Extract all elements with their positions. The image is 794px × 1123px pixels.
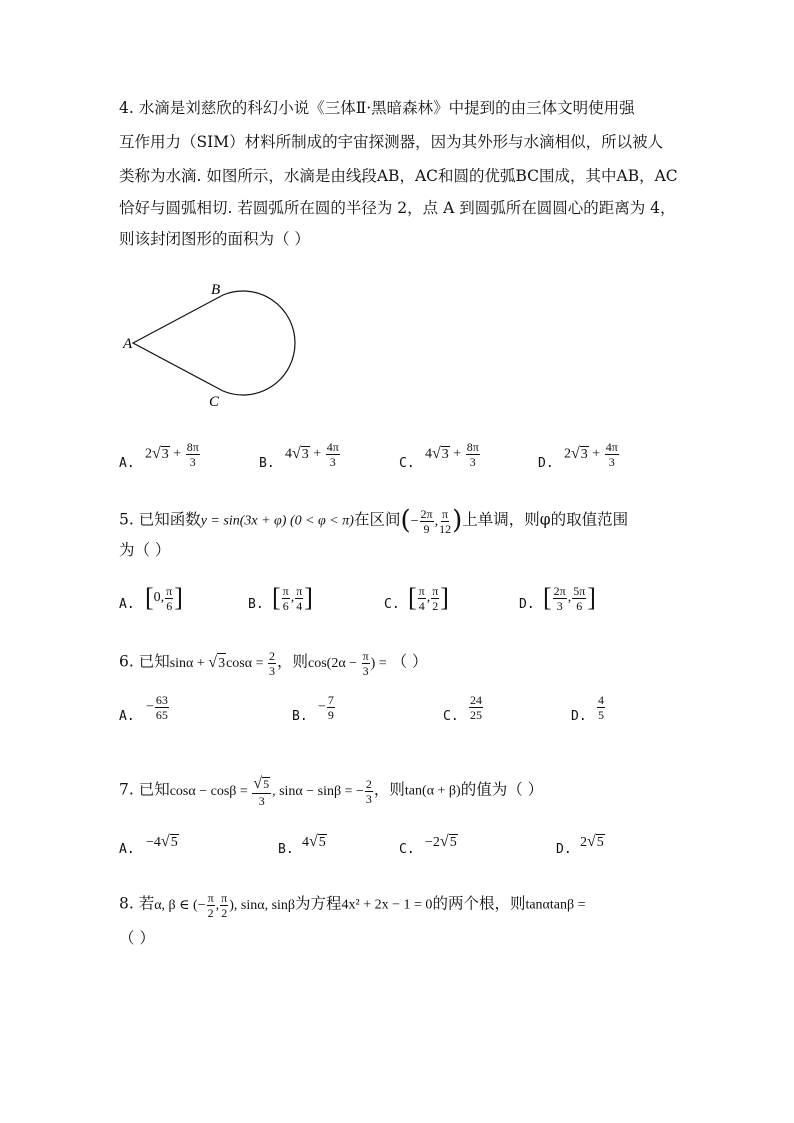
q4-option-b-expr[interactable]: 4√3 + $\frac{4\pi}{3}$ <box>285 440 339 469</box>
q4-line-2: 互作用力（SIM）材料所制成的宇宙探测器，因为其外形与水滴相似，所以被人 <box>119 133 664 151</box>
water-drop-outline <box>133 291 295 395</box>
q7-option-a-letter[interactable]: A. <box>119 842 135 857</box>
q6-option-b-expr[interactable]: − $\frac{7}{9}$ <box>318 693 334 722</box>
q7-condition-2: sinα − sinβ = − $\frac{2}{3}$ <box>279 777 372 806</box>
q7-condition-1: cosα − cosβ = $\frac{√5}{3}$ , <box>169 775 280 808</box>
q6-option-b-letter[interactable]: B. <box>292 709 308 724</box>
q7-option-d-expr[interactable]: 2√5 <box>580 833 604 850</box>
q5-option-c-expr[interactable]: [ $\frac{\pi}{4}$ , $\frac{\pi}{2}$ ] <box>408 583 449 613</box>
q6-line-1: 6. 已知sinα + √3cosα = $\frac{2}{3}$ ，则cos(2α − $\frac{\pi}{3}$ ) = （ ） <box>119 649 428 678</box>
q5-option-a-expr[interactable]: [0, $\frac{\pi}{6}$ ] <box>145 583 183 613</box>
q6-option-a-expr[interactable]: − $\frac{63}{65}$ <box>146 693 168 722</box>
q6-option-a-letter[interactable]: A. <box>119 709 135 724</box>
q7-line-1: 7. 已知cosα − cosβ = $\frac{√5}{3}$ , sinα − sinβ = − $\frac{2}{3}$ ，则tan(α + β)的值为（ ） <box>119 775 544 808</box>
q4-line-4: 恰好与圆弧相切. 若圆弧所在圆的半径为 2，点 A 到圆弧所在圆圆心的距离为 4， <box>119 199 676 217</box>
q8-line-1: 8. 若α, β ∈ (− $\frac{\pi}{2}$ , $\frac{\pi}{2}$ ), sinα, sinβ为方程4x² + 2x − 1 = 0的两个根，则tanαtanβ = <box>119 891 586 920</box>
q7-expression: tan(α + β) <box>404 783 461 799</box>
q7-option-c-letter[interactable]: C. <box>399 842 415 857</box>
q6-option-d-expr[interactable]: $\frac{4}{5}$ <box>598 693 604 722</box>
q7-option-b-letter[interactable]: B. <box>278 842 294 857</box>
point-a-label: A <box>123 336 133 352</box>
q5-line-2: 为（ ） <box>119 541 171 559</box>
q5-option-d-expr[interactable]: [ $\frac{2\pi}{3}$ , $\frac{5\pi}{6}$ ] <box>543 583 596 613</box>
q4-option-a-expr[interactable]: 2√3 + $\frac{8\pi}{3}$ <box>145 440 199 469</box>
q4-line-3: 类称为水滴. 如图所示，水滴是由线段AB，AC和圆的优弧BC围成，其中AB，AC <box>119 167 678 185</box>
water-drop-figure <box>115 275 315 415</box>
q6-expression: cos(2α − $\frac{\pi}{3}$ ) = <box>308 649 387 678</box>
q4-option-b-letter[interactable]: B. <box>259 456 275 471</box>
q5-option-a-letter[interactable]: A. <box>119 597 135 612</box>
point-b-label: B <box>211 282 221 298</box>
point-c-label: C <box>209 394 220 410</box>
q5-option-b-letter[interactable]: B. <box>248 597 264 612</box>
q7-option-c-expr[interactable]: −2√5 <box>425 833 457 850</box>
q6-option-c-expr[interactable]: $\frac{24}{25}$ <box>470 693 482 722</box>
q5-function: y = sin(3x + φ) (0 < φ < π) <box>200 513 354 529</box>
q4-option-a-letter[interactable]: A. <box>119 456 135 471</box>
q4-option-c-expr[interactable]: 4√3 + $\frac{8\pi}{3}$ <box>425 440 479 469</box>
q8-expression: tanαtanβ = <box>525 897 586 913</box>
q7-option-b-expr[interactable]: 4√5 <box>302 833 326 850</box>
q7-option-a-expr[interactable]: −4√5 <box>146 833 178 850</box>
q5-option-b-expr[interactable]: [ $\frac{\pi}{6}$ , $\frac{\pi}{4}$ ] <box>272 583 313 613</box>
q7-option-d-letter[interactable]: D. <box>556 842 572 857</box>
q4-option-d-letter[interactable]: D. <box>538 456 554 471</box>
q4-option-c-letter[interactable]: C. <box>399 456 415 471</box>
q4-line-5: 则该封闭图形的面积为（ ） <box>119 230 310 248</box>
q8-domain: α, β ∈ (− $\frac{\pi}{2}$ , $\frac{\pi}{2}$ ), sinα, sinβ <box>154 891 296 920</box>
q5-option-d-letter[interactable]: D. <box>519 597 535 612</box>
q6-condition: sinα + √3cosα = $\frac{2}{3}$ <box>169 649 275 678</box>
q4-line-1: 4. 水滴是刘慈欣的科幻小说《三体Ⅱ·黑暗森林》中提到的由三体文明使用强 <box>119 99 635 117</box>
q4-option-d-expr[interactable]: 2√3 + $\frac{4\pi}{3}$ <box>564 440 618 469</box>
q5-line-1: 5. 已知函数y = sin(3x + φ) (0 < φ < π)在区间(− $\frac{2\pi}{9}$ , $\frac{\pi}{12}$ )上单调，则φ的取值范围 <box>119 505 629 536</box>
q6-option-c-letter[interactable]: C. <box>443 709 459 724</box>
q8-line-2: （ ） <box>119 929 155 947</box>
q6-option-d-letter[interactable]: D. <box>571 709 587 724</box>
q5-option-c-letter[interactable]: C. <box>384 597 400 612</box>
q8-equation: 4x² + 2x − 1 = 0 <box>341 897 433 913</box>
